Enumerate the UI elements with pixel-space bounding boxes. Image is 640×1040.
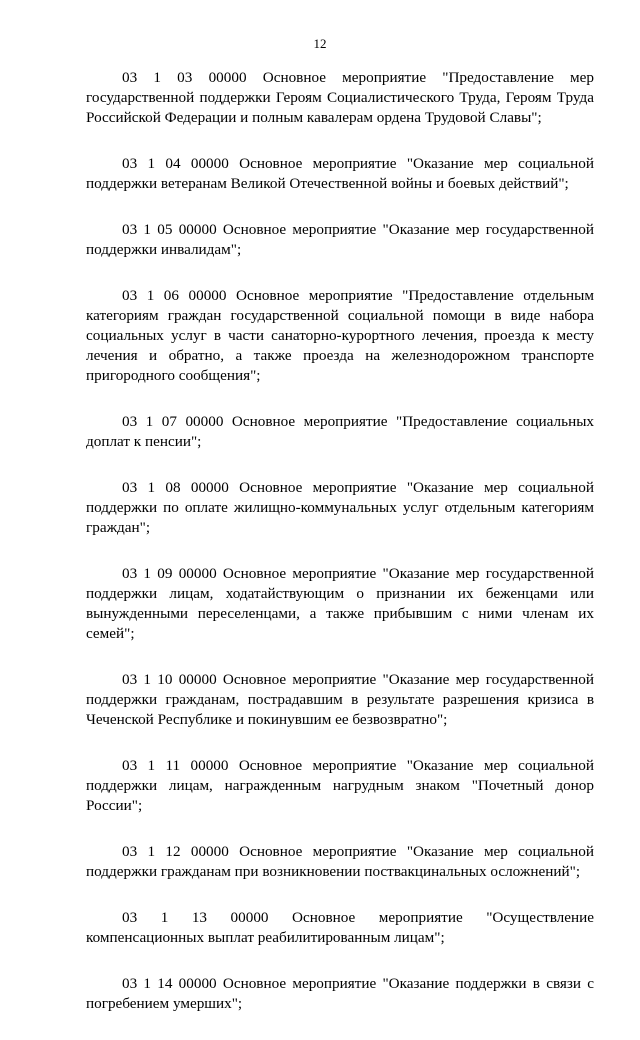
paragraph-03-1-10: 03 1 10 00000 Основное мероприятие "Оказание мер государственной поддержки гражданам, пострадавшим в результате разрешения кризиса в Чеченской Республике и покинувшим ее безвозвратно"; <box>86 671 594 728</box>
paragraph-03-1-05: 03 1 05 00000 Основное мероприятие "Оказание мер государственной поддержки инвалидам"; <box>86 221 594 258</box>
paragraph-03-1-12: 03 1 12 00000 Основное мероприятие "Оказание мер социальной поддержки гражданам при возникновении поствакцинальных осложнений"; <box>86 843 594 880</box>
paragraph-03-1-03: 03 1 03 00000 Основное мероприятие "Предоставление мер государственной поддержки Героям Социалистического Труда, Героям Труда Российской Федерации и полным кавалерам ордена Трудовой Славы"; <box>86 69 594 126</box>
document-body <box>86 68 594 1040</box>
paragraph-03-1-11: 03 1 11 00000 Основное мероприятие "Оказание мер социальной поддержки лицам, награжденным нагрудным знаком "Почетный донор России"; <box>86 757 594 814</box>
page-number: 12 <box>313 36 327 51</box>
paragraph-03-1-06: 03 1 06 00000 Основное мероприятие "Предоставление отдельным категориям граждан государственной социальной помощи в виде набора социальных услуг в части санаторно-курортного лечения, проезда к месту лечения и обратно, а также проезда на железнодорожном транспорте пригородного сообщения"; <box>86 287 594 384</box>
paragraph-03-1-04: 03 1 04 00000 Основное мероприятие "Оказание мер социальной поддержки ветеранам Великой Отечественной войны и боевых действий"; <box>86 155 594 192</box>
paragraph-03-1-13: 03 1 13 00000 Основное мероприятие "Осуществление компенсационных выплат реабилитированным лицам"; <box>86 909 594 946</box>
paragraph-03-1-09: 03 1 09 00000 Основное мероприятие "Оказание мер государственной поддержки лицам, ходатайствующим о признании их беженцами или вынужденными переселенцами, а также прибывшим с ними членам их семей"; <box>86 565 594 642</box>
paragraph-03-1-08: 03 1 08 00000 Основное мероприятие "Оказание мер социальной поддержки по оплате жилищно-коммунальных услуг отдельным категориям граждан"; <box>86 479 594 536</box>
paragraph-03-1-14: 03 1 14 00000 Основное мероприятие "Оказание поддержки в связи с погребением умерших"; <box>86 975 594 1012</box>
paragraph-03-1-07: 03 1 07 00000 Основное мероприятие "Предоставление социальных доплат к пенсии"; <box>86 413 594 450</box>
